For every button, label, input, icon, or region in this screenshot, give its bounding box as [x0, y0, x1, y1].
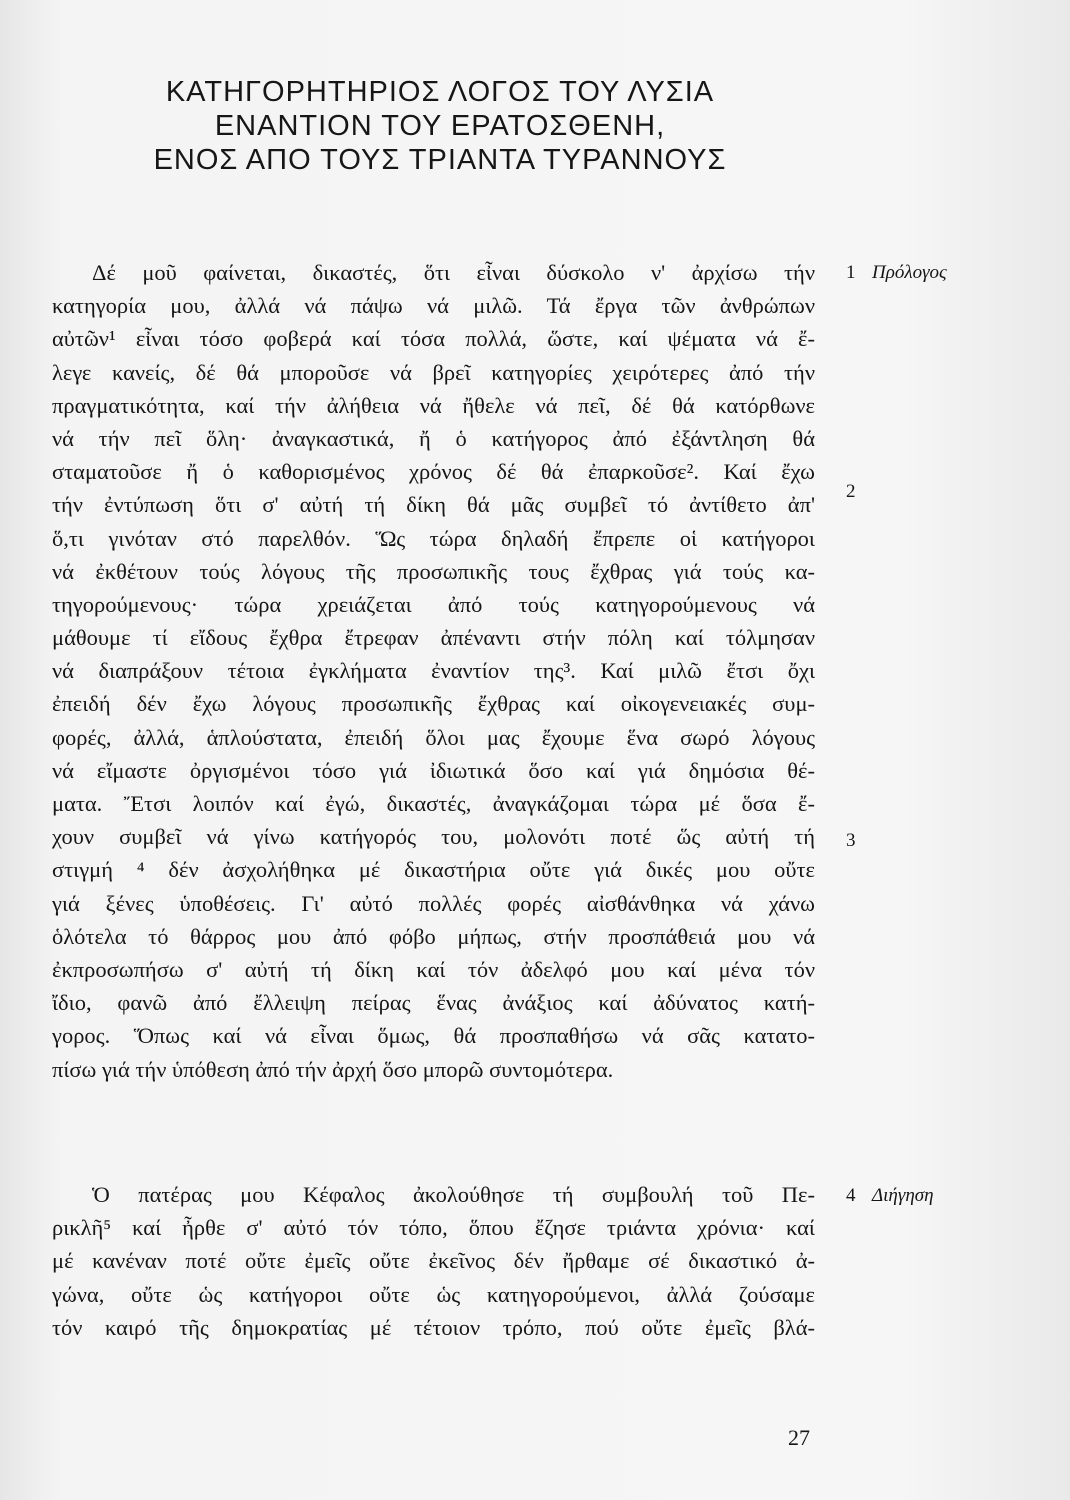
paragraph-prologue	[52, 256, 815, 1086]
text-line: γορος. Ὅπως καί νά εἶναι ὅμως, θά προσπαθήσω νά σᾶς κατατο-	[52, 1023, 815, 1049]
text-line: ἐκπροσωπήσω σ' αὐτή τή δίκη καί τόν ἀδελφό μου καί μένα τόν	[52, 956, 815, 982]
text-line: μάθουμε τί εἴδους ἔχθρα ἔτρεφαν ἀπέναντι στήν πόλη καί τόλμησαν	[52, 625, 815, 651]
text-line: Δέ μοῦ φαίνεται, δικαστές, ὅτι εἶναι δύσκολο ν' ἀρχίσω τήν	[92, 260, 815, 285]
text-line: ἴδιο, φανῶ ἀπό ἔλλειψη πείρας ἕνας ἀνάξιος καί ἀδύνατος κατή-	[52, 990, 815, 1016]
page-number: 27	[788, 1425, 810, 1450]
text-line: τήν ἐντύπωση ὅτι σ' αὐτή τή δίκη θά μᾶς συμβεῖ τό ἀντίθετο ἀπ'	[52, 492, 815, 518]
paragraph-narrative	[52, 1178, 815, 1344]
text-line: αὐτῶν¹ εἶναι τόσο φοβερά καί τόσα πολλά, ὥστε, καί ψέματα νά ἔ-	[52, 326, 815, 352]
text-line: σταματοῦσε ἤ ὁ καθορισμένος χρόνος δέ θά ἐπαρκοῦσε². Καί ἔχω	[52, 459, 815, 485]
text-line: ματα. Ἔτσι λοιπόν καί ἐγώ, δικαστές, ἀναγκάζομαι τώρα μέ ὅσα ἔ-	[52, 791, 815, 816]
text-line: κατηγορία μου, ἀλλά νά πάψω νά μιλῶ. Τά ἔργα τῶν ἀνθρώπων	[52, 293, 815, 319]
text-line: μέ κανέναν ποτέ οὔτε ἐμεῖς οὔτε ἐκεῖνος δέν ἤρθαμε σέ δικαστικό ἀ-	[52, 1248, 815, 1274]
margin-note	[846, 1185, 934, 1207]
margin-note	[846, 481, 872, 503]
text-line: πραγματικότητα, καί τήν ἀλήθεια νά ἤθελε νά πεῖ, δέ θά κατόρθωνε	[52, 392, 815, 418]
text-line: φορές, ἀλλά, ἁπλούστατα, ἐπειδή ὅλοι μας ἔχουμε ἕνα σωρό λόγους	[52, 724, 815, 750]
text-line: γώνα, οὔτε ὡς κατήγοροι οὔτε ὡς κατηγορούμενοι, ἀλλά ζούσαμε	[52, 1281, 815, 1307]
section-number: 2	[846, 481, 856, 502]
text-line: νά εἴμαστε ὀργισμένοι τόσο γιά ἰδιωτικά ὅσο καί γιά δημόσια θέ-	[52, 757, 815, 783]
text-line: ὅ,τι γινόταν στό παρελθόν. Ὥς τώρα δηλαδή ἔπρεπε οἱ κατήγοροι	[52, 525, 815, 551]
text-line: χουν συμβεῖ νά γίνω κατήγορός του, μολονότι ποτέ ὥς αὐτή τή	[52, 824, 815, 850]
text-line: πίσω γιά τήν ὑπόθεση ἀπό τήν ἀρχή ὅσο μπορῶ συντομότερα.	[52, 1056, 614, 1082]
title-line: ΕΝΑΝΤΙΟΝ ΤΟΥ ΕΡΑΤΟΣΘΕΝΗ,	[214, 110, 666, 142]
section-label: Διήγηση	[872, 1185, 934, 1206]
title-line: ΚΑΤΗΓΟΡΗΤΗΡΙΟΣ ΛΟΓΟΣ ΤΟΥ ΛΥΣΙΑ	[165, 76, 715, 108]
text-line: τηγορούμενους· τώρα χρειάζεται ἀπό τούς κατηγορούμενους νά	[52, 591, 815, 617]
text-line: τόν καιρό τῆς δημοκρατίας μέ τέτοιον τρόπο, πού οὔτε ἐμεῖς βλά-	[52, 1314, 815, 1340]
text-line: ὁλότελα τό θάρρος μου ἀπό φόβο μήπως, στήν προσπάθειά μου νά	[52, 923, 815, 949]
text-line: νά διαπράξουν τέτοια ἐγκλήματα ἐναντίον της³. Καί μιλῶ ἔτσι ὄχι	[52, 658, 815, 684]
text-line: λεγε κανείς, δέ θά μποροῦσε νά βρεῖ κατηγορίες χειρότερες ἀπό τήν	[52, 359, 815, 385]
section-number: 3	[846, 830, 856, 851]
title-line: ΕΝΟΣ ΑΠΟ ΤΟΥΣ ΤΡΙΑΝΤΑ ΤΥΡΑΝΝΟΥΣ	[153, 144, 727, 176]
section-label: Πρόλογος	[872, 262, 947, 283]
chapter-title	[90, 75, 790, 177]
text-line: γιά ξένες ὑποθέσεις. Γι' αὐτό πολλές φορές αἰσθάνθηκα νά χάνω	[52, 890, 815, 916]
text-line: νά τήν πεῖ ὅλη· ἀναγκαστικά, ἤ ὁ κατήγορος ἀπό ἐξάντληση θά	[52, 425, 815, 451]
margin-note	[846, 830, 872, 852]
text-line: ἐπειδή δέν ἔχω λόγους προσωπικῆς ἔχθρας καί οἰκογενειακές συμ-	[52, 691, 815, 717]
text-line: Ὁ πατέρας μου Κέφαλος ἀκολούθησε τή συμβουλή τοῦ Πε-	[92, 1182, 815, 1207]
text-line: ρικλῆ⁵ καί ἦρθε σ' αὐτό τόν τόπο, ὅπου ἔζησε τριάντα χρόνια· καί	[52, 1215, 815, 1241]
section-number: 4	[846, 1185, 856, 1206]
text-line: νά ἐκθέτουν τούς λόγους τῆς προσωπικῆς τους ἔχθρας γιά τούς κα-	[52, 558, 815, 584]
section-number: 1	[846, 262, 856, 283]
text-line: στιγμή ⁴ δέν ἀσχολήθηκα μέ δικαστήρια οὔτε γιά δικές μου οὔτε	[52, 857, 815, 883]
margin-note	[846, 262, 947, 284]
